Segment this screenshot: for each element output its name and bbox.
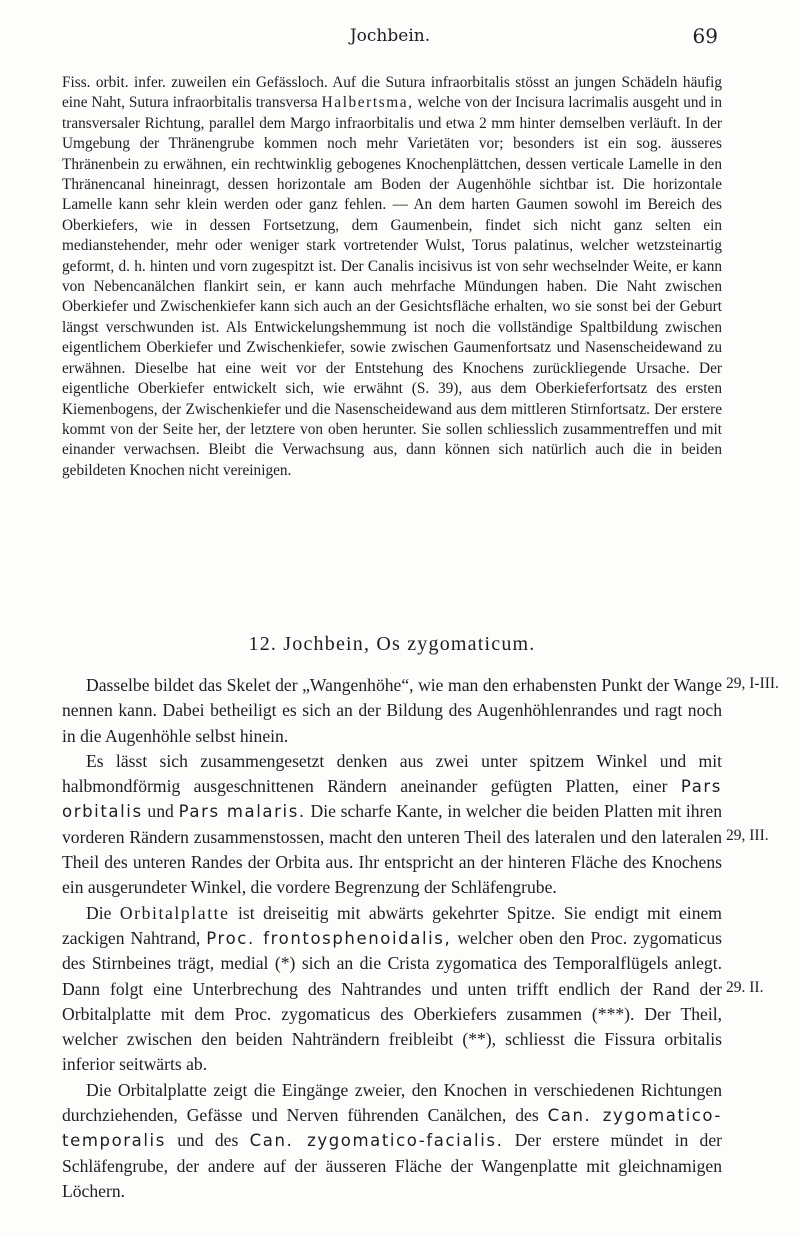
margin-note-figure-ref: 29. II. xyxy=(726,979,764,996)
page-number: 69 xyxy=(692,24,718,48)
paragraph-4-text-a: Die Orbitalplatte zeigt die Eingänge zweier, den Knochen in verschiedenen Richtungen durchziehenden, Gefässe und Nerven führenden Canälchen, des xyxy=(62,1079,722,1126)
paragraph-4-text-c: Der erstere mündet in der Schläfengrube, der andere auf der äusseren Fläche der Wangenplatte mit gleichnamigen Löchern. xyxy=(62,1130,723,1201)
paragraph-3-text-b: ist dreiseitig mit abwärts gekehrter Spitze. Sie endigt mit einem zackigen Nahtrand, xyxy=(62,902,722,948)
author-name-halbertsma: Halbertsma, xyxy=(321,94,414,112)
paragraph-1: Dasselbe bildet das Skelet der „Wangenhöhe“, wie man den erhabensten Punkt der Wange nennen kann. Dabei betheiligt es sich an der Bildung des Augenhöhlenrandes und ragt noch in die Augenhöhle selbst hinein. xyxy=(62,675,722,746)
section-heading: 12. Jochbein, Os zygomaticum. xyxy=(248,633,536,655)
margin-note-figure-ref: 29, III. xyxy=(726,827,769,844)
paragraph-3 xyxy=(62,901,722,1078)
small-print-text xyxy=(62,73,722,481)
running-head xyxy=(62,24,718,54)
main-text xyxy=(62,673,722,1204)
term-can-zygomatico-facialis: Can. zygomatico-facialis. xyxy=(249,1131,504,1151)
paragraph-4-text-b: und des xyxy=(165,1130,250,1151)
term-orbitalplatte: Orbitalplatte xyxy=(119,902,230,923)
paragraph-4 xyxy=(62,1078,722,1204)
term-pars-malaris: Pars malaris. xyxy=(178,802,306,822)
term-can-zygomatico-temporalis: Can. zygomatico-temporalis xyxy=(62,1106,722,1151)
paragraph-3-text-c: welcher oben den Proc. zygomaticus des Stirnbeines trägt, medial (*) sich an die Crista zygomatica des Temporalflügels anlegt. Dann folgt eine Unterbrechung des Nahtrandes und unten trifft endlich der Rand der Orbitalplatte mit dem Proc. zygomaticus des Oberkiefers zusammen (***). Der Theil, welcher zwischen den beiden Nahträndern freibleibt (**), schliesst die Fissura orbitalis inferior seitwärts ab. xyxy=(62,927,723,1075)
small-print-paragraph xyxy=(62,73,722,481)
small-text-part-1: Fiss. orbit. infer. zuweilen ein Gefässloch. Auf die Sutura infraorbitalis stösst an jungen Schädeln häufig eine Naht, Sutura infraorbitalis transversa xyxy=(62,74,722,112)
margin-note-figure-ref: 29, I-III. xyxy=(726,675,779,692)
paragraph-2 xyxy=(62,749,722,901)
paragraph-2-text-b: und xyxy=(142,801,179,822)
paragraph-2-text-c: Die scharfe Kante, in welcher die beiden Platten mit ihren vorderen Rändern zusammenstossen, macht den unteren Theil des lateralen und den lateralen Theil des unteren Randes der Orbita aus. Ihr entspricht an der hinteren Fläche des Knochens ein ausgerundeter Winkel, die vordere Begrenzung der Schläfengrube. xyxy=(62,801,722,898)
running-title: Jochbein. xyxy=(349,26,431,46)
term-proc-frontosphenoidalis: Proc. frontosphenoidalis, xyxy=(206,928,452,948)
term-pars-orbitalis: Pars orbitalis xyxy=(62,777,722,822)
paragraph-2-text-a: Es lässt sich zusammengesetzt denken aus zwei unter spitzem Winkel und mit halbmondförmig ausgeschnittenen Rändern aneinander gefügten Platten, einer xyxy=(62,750,722,797)
paragraph-3-text-a: Die xyxy=(86,902,120,923)
small-text-part-2: welche von der Incisura lacrimalis ausgeht und in transversaler Richtung, parallel dem Margo infraorbitalis und etwa 2 mm hinter demselben verläuft. In der Umgebung der Thränengrube kommen noch mehr Varietäten vor; besonders ist ein sog. äusseres Thränenbein zu erwähnen, ein rechtwinklig gebogenes Knochenplättchen, dessen verticale Lamelle in den Thränencanal hineinragt, dessen horizontale am Boden der Augenhöhle sichtbar ist. Die horizontale Lamelle kann sehr klein werden oder ganz fehlen. — An dem harten Gaumen sowohl im Bereich des Oberkiefers, wie in dessen Fortsetzung, dem Gaumenbein, findet sich nicht ganz selten ein medianstehender, mehr oder weniger stark vortretender Wulst, Torus palatinus, welcher wetzsteinartig geformt, d. h. hinten und vorn zugespitzt ist. Der Canalis incisivus ist von sehr wechselnder Weite, er kann von Nebencanälchen flankirt sein, er kann auch mehrfache Mündungen haben. Die Naht zwischen Oberkiefer und Zwischenkiefer kann sich auch an der Gesichtsfläche erhalten, wo sie sonst bei der Geburt längst verschwunden ist. Als Entwickelungshemmung ist noch die vollständige Spaltbildung zwischen eigentlichem Oberkiefer und Zwischenkiefer, sowie zwischen Gaumenfortsatz und Nasenscheidewand zu erwähnen. Dieselbe hat eine weit vor der Entstehung des Knochens zurückliegende Ursache. Der eigentliche Oberkiefer entwickelt sich, wie erwähnt (S. 39), aus dem Oberkieferfortsatz des ersten Kiemenbogens, der Zwischenkiefer und die Nasenscheidewand aus dem mittleren Stirnfortsatz. Der erstere kommt von der Seite her, der letztere von oben herunter. Sie sollen schliesslich zusammentreffen und mit einander verwachsen. Bleibt die Verwachsung aus, dann können sich natürlich auch die in beiden gebildeten Knochen nicht vereinigen. xyxy=(62,94,722,479)
